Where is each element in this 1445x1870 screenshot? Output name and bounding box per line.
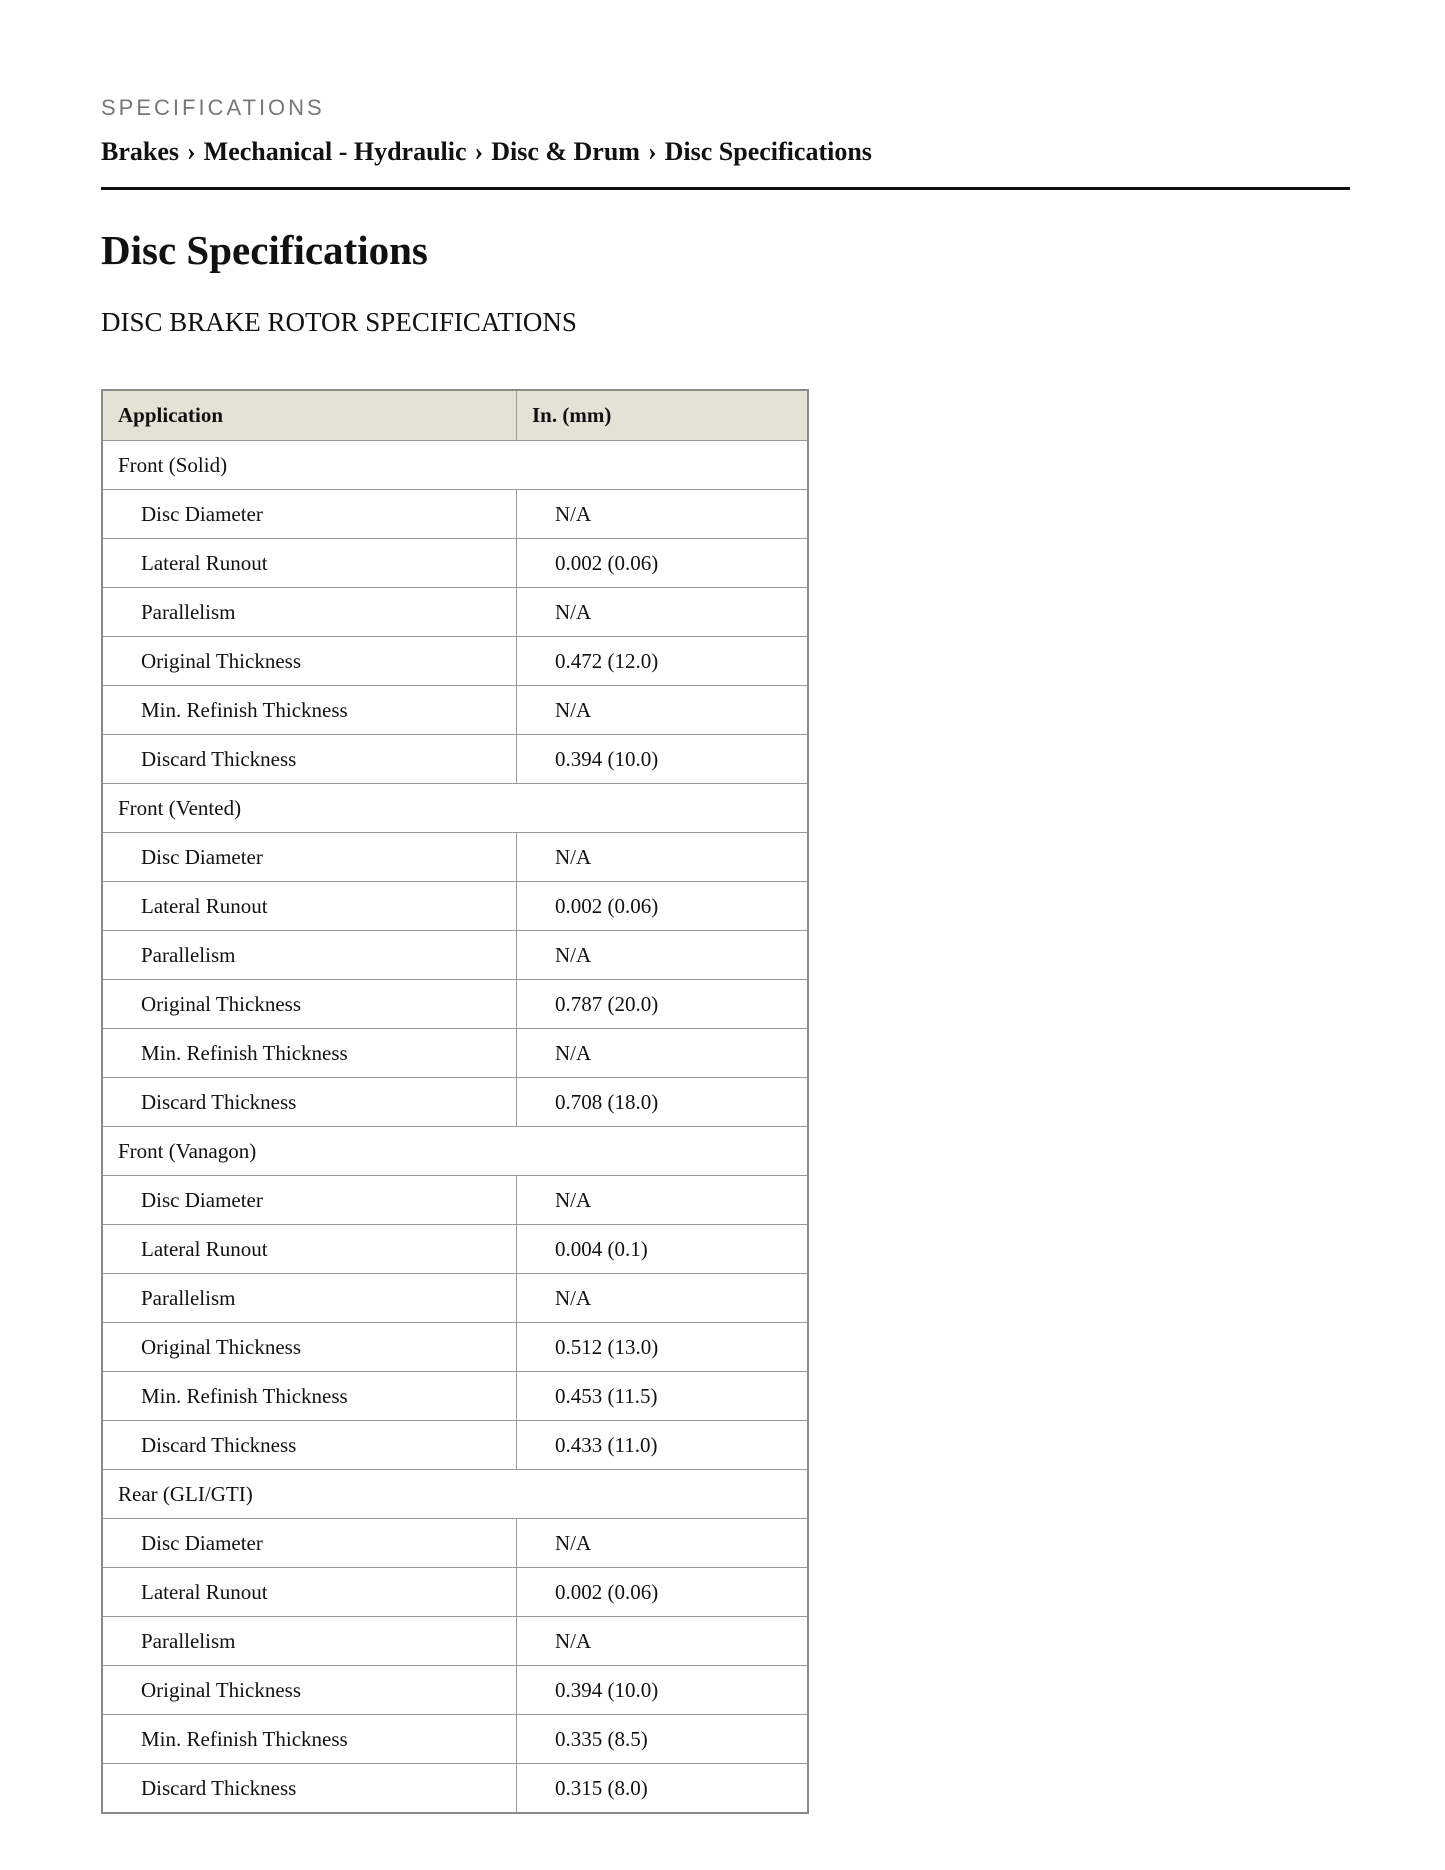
spec-value: 0.708 (18.0) — [517, 1078, 809, 1127]
spec-label: Parallelism — [102, 588, 517, 637]
spec-value: 0.433 (11.0) — [517, 1421, 809, 1470]
spec-value: N/A — [517, 931, 809, 980]
table-row — [102, 980, 808, 1029]
spec-label: Disc Diameter — [102, 490, 517, 539]
spec-value: N/A — [517, 490, 809, 539]
spec-label: Lateral Runout — [102, 1568, 517, 1617]
spec-label: Min. Refinish Thickness — [102, 1372, 517, 1421]
group-row — [102, 1470, 808, 1519]
spec-value: 0.004 (0.1) — [517, 1225, 809, 1274]
spec-label: Min. Refinish Thickness — [102, 686, 517, 735]
section-kicker: SPECIFICATIONS — [101, 95, 325, 120]
table-row — [102, 490, 808, 539]
table-row — [102, 1764, 808, 1814]
table-row — [102, 882, 808, 931]
spec-value: 0.002 (0.06) — [517, 882, 809, 931]
spec-value: 0.787 (20.0) — [517, 980, 809, 1029]
table-header-row — [102, 390, 808, 441]
spec-label: Discard Thickness — [102, 1764, 517, 1814]
spec-label: Original Thickness — [102, 1666, 517, 1715]
table-row — [102, 539, 808, 588]
spec-value: N/A — [517, 588, 809, 637]
spec-label: Lateral Runout — [102, 1225, 517, 1274]
group-row — [102, 441, 808, 490]
group-label: Front (Solid) — [102, 441, 808, 490]
spec-value: 0.453 (11.5) — [517, 1372, 809, 1421]
breadcrumb-separator: › — [187, 137, 196, 166]
spec-value: 0.394 (10.0) — [517, 1666, 809, 1715]
spec-value: N/A — [517, 833, 809, 882]
spec-label: Min. Refinish Thickness — [102, 1029, 517, 1078]
spec-label: Parallelism — [102, 931, 517, 980]
spec-label: Parallelism — [102, 1617, 517, 1666]
spec-value: N/A — [517, 1519, 809, 1568]
spec-value: 0.315 (8.0) — [517, 1764, 809, 1814]
spec-label: Disc Diameter — [102, 1176, 517, 1225]
spec-label: Original Thickness — [102, 637, 517, 686]
spec-value: N/A — [517, 1274, 809, 1323]
spec-value: 0.394 (10.0) — [517, 735, 809, 784]
table-row — [102, 1323, 808, 1372]
spec-label: Lateral Runout — [102, 882, 517, 931]
table-row — [102, 1372, 808, 1421]
spec-label: Parallelism — [102, 1274, 517, 1323]
table-row — [102, 1176, 808, 1225]
table-row — [102, 686, 808, 735]
spec-label: Discard Thickness — [102, 735, 517, 784]
table-row — [102, 1666, 808, 1715]
spec-label: Discard Thickness — [102, 1421, 517, 1470]
spec-value: 0.335 (8.5) — [517, 1715, 809, 1764]
spec-value: 0.002 (0.06) — [517, 1568, 809, 1617]
breadcrumb-item-mechanical-hydraulic[interactable]: Mechanical - Hydraulic — [203, 137, 467, 166]
spec-value: N/A — [517, 1617, 809, 1666]
group-row — [102, 784, 808, 833]
table-row — [102, 1519, 808, 1568]
spec-value: 0.512 (13.0) — [517, 1323, 809, 1372]
group-row — [102, 1127, 808, 1176]
spec-label: Lateral Runout — [102, 539, 517, 588]
breadcrumb-item-brakes[interactable]: Brakes — [101, 137, 179, 166]
rotor-spec-table — [101, 389, 809, 1814]
table-row — [102, 1274, 808, 1323]
column-header-application: Application — [102, 390, 517, 441]
table-row — [102, 1715, 808, 1764]
table-body — [102, 441, 808, 1814]
table-row — [102, 1568, 808, 1617]
table-row — [102, 588, 808, 637]
table-row — [102, 931, 808, 980]
page-title: Disc Specifications — [101, 227, 428, 273]
spec-value: 0.472 (12.0) — [517, 637, 809, 686]
table-row — [102, 1225, 808, 1274]
spec-value: N/A — [517, 1176, 809, 1225]
spec-label: Original Thickness — [102, 1323, 517, 1372]
spec-label: Discard Thickness — [102, 1078, 517, 1127]
spec-value: N/A — [517, 1029, 809, 1078]
spec-label: Original Thickness — [102, 980, 517, 1029]
spec-label: Min. Refinish Thickness — [102, 1715, 517, 1764]
group-label: Rear (GLI/GTI) — [102, 1470, 808, 1519]
column-header-measurement: In. (mm) — [517, 390, 809, 441]
table-row — [102, 1421, 808, 1470]
spec-value: N/A — [517, 686, 809, 735]
table-row — [102, 637, 808, 686]
table-row — [102, 1078, 808, 1127]
spec-value: 0.002 (0.06) — [517, 539, 809, 588]
spec-label: Disc Diameter — [102, 833, 517, 882]
header-divider — [101, 187, 1350, 190]
spec-label: Disc Diameter — [102, 1519, 517, 1568]
breadcrumb-item-disc-drum[interactable]: Disc & Drum — [491, 137, 640, 166]
breadcrumb-separator: › — [647, 137, 657, 166]
table-caption: DISC BRAKE ROTOR SPECIFICATIONS — [101, 307, 577, 337]
breadcrumb-item-disc-specifications: Disc Specifications — [664, 137, 872, 166]
group-label: Front (Vented) — [102, 784, 808, 833]
table-row — [102, 735, 808, 784]
table-row — [102, 1029, 808, 1078]
table-row — [102, 833, 808, 882]
table-row — [102, 1617, 808, 1666]
group-label: Front (Vanagon) — [102, 1127, 808, 1176]
breadcrumb-separator: › — [474, 137, 484, 166]
breadcrumb — [101, 137, 872, 167]
